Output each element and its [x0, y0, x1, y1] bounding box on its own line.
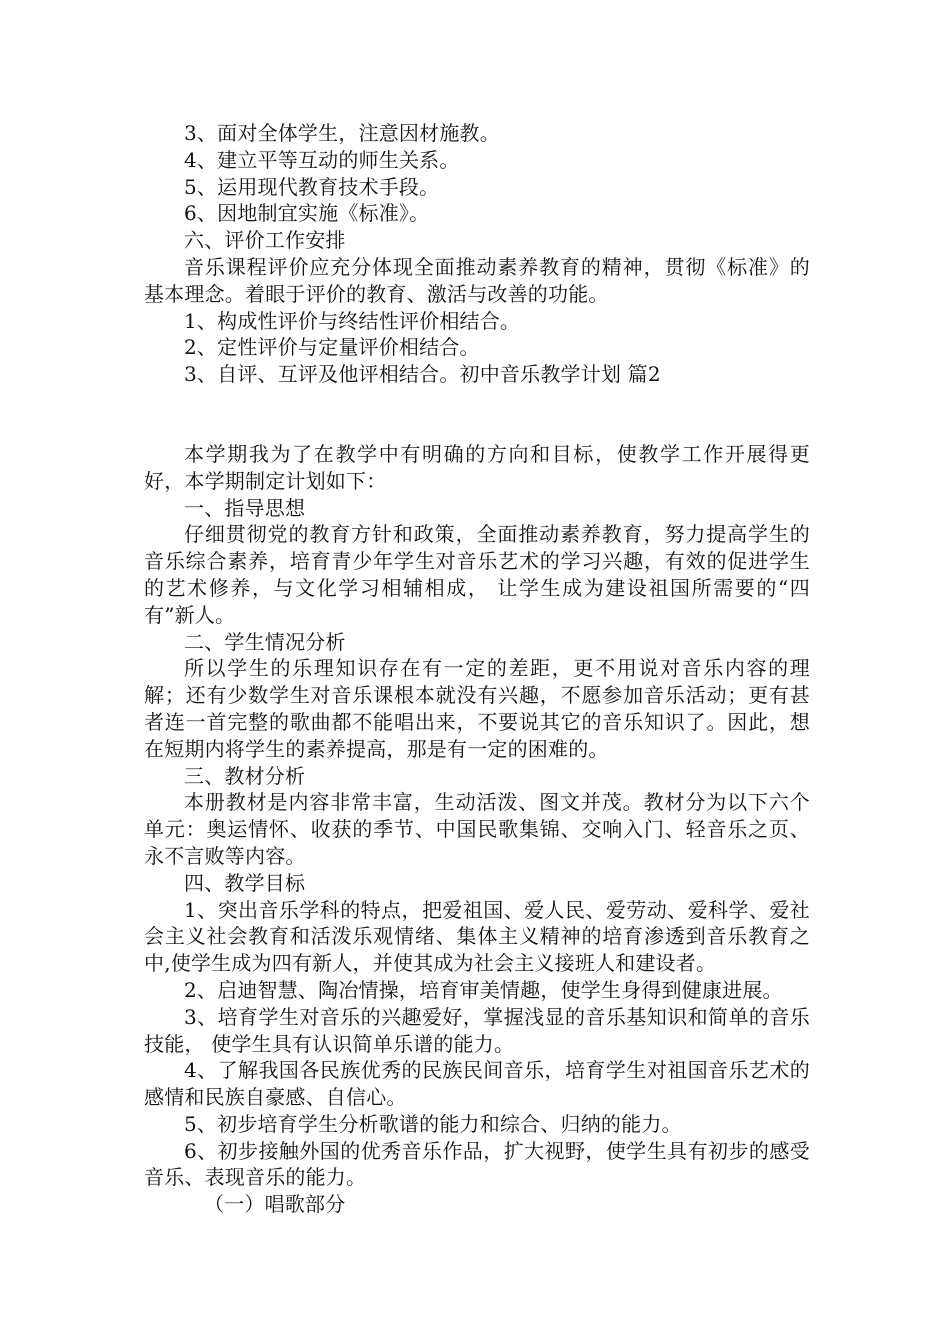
- blank-gap: [144, 388, 810, 441]
- list-item: 1、突出音乐学科的特点，把爱祖国、爱人民、爱劳动、爱科学、爱社会主义社会教育和活泼乐观情绪、集体主义精神的培育渗透到音乐教育之中,使学生成为四有新人，并使其成为社会主义接班人和建设者。: [144, 897, 810, 976]
- list-item: 1、构成性评价与终结性评价相结合。: [184, 308, 521, 333]
- list-item: 6、初步接触外国的优秀音乐作品，扩大视野，使学生具有初步的感受音乐、表现音乐的能力。: [144, 1138, 810, 1190]
- section-heading: 三、教材分析: [184, 763, 306, 788]
- section-heading: 一、指导思想: [184, 495, 306, 520]
- list-item: 2、定性评价与定量评价相结合。: [184, 335, 480, 360]
- list-item: 3、面对全体学生，注意因材施教。: [184, 121, 500, 145]
- list-item: 4、了解我国各民族优秀的民族民间音乐，培育学生对祖国音乐艺术的感情和民族自豪感、自信心。: [144, 1058, 810, 1110]
- paragraph: 本学期我为了在教学中有明确的方向和目标，使教学工作开展得更好，本学期制定计划如下：: [144, 441, 810, 493]
- section-heading: 四、教学目标: [184, 870, 306, 895]
- list-item: 2、启迪智慧、陶冶情操，培育审美情趣，使学生身得到健康进展。: [184, 977, 783, 1002]
- subsection-heading: （一）唱歌部分: [204, 1192, 346, 1217]
- paragraph: 仔细贯彻党的教育方针和政策，全面推动素养教育，努力提高学生的音乐综合素养，培育青少年学生对音乐艺术的学习兴趣，有效的促进学生的艺术修养，与文化学习相辅相成， 让学生成为建设祖国所需要的“四有”新人。: [144, 522, 810, 627]
- list-item: 6、因地制宜实施《标准》。: [184, 201, 430, 226]
- list-item: 4、建立平等互动的师生关系。: [184, 147, 460, 172]
- section-heading: 六、评价工作安排: [184, 228, 346, 253]
- list-item: 3、培育学生对音乐的兴趣爱好，掌握浅显的音乐基知识和简单的音乐技能， 使学生具有认识简单乐谱的能力。: [144, 1004, 810, 1056]
- paragraph: 音乐课程评价应充分体现全面推动素养教育的精神，贯彻《标准》的基本理念。着眼于评价的教育、激活与改善的功能。: [144, 254, 810, 306]
- paragraph: 本册教材是内容非常丰富，生动活泼、图文并茂。教材分为以下六个单元：奥运情怀、收获的季节、中国民歌集锦、交响入门、轻音乐之页、永不言败等内容。: [144, 790, 810, 868]
- list-item: 3、自评、互评及他评相结合。初中音乐教学计划 篇2: [184, 362, 661, 387]
- list-item: 5、运用现代教育技术手段。: [184, 174, 440, 199]
- document-body: [144, 120, 810, 1218]
- paragraph: 所以学生的乐理知识存在有一定的差距，更不用说对音乐内容的理解；还有少数学生对音乐课根本就没有兴趣，不愿参加音乐活动；更有甚者连一首完整的歌曲都不能唱出来，不要说其它的音乐知识了。因此，想在短期内将学生的素养提高，那是有一定的困难的。: [144, 656, 810, 761]
- list-item: 5、初步培育学生分析歌谱的能力和综合、归纳的能力。: [184, 1111, 682, 1136]
- section-heading: 二、学生情况分析: [184, 629, 346, 654]
